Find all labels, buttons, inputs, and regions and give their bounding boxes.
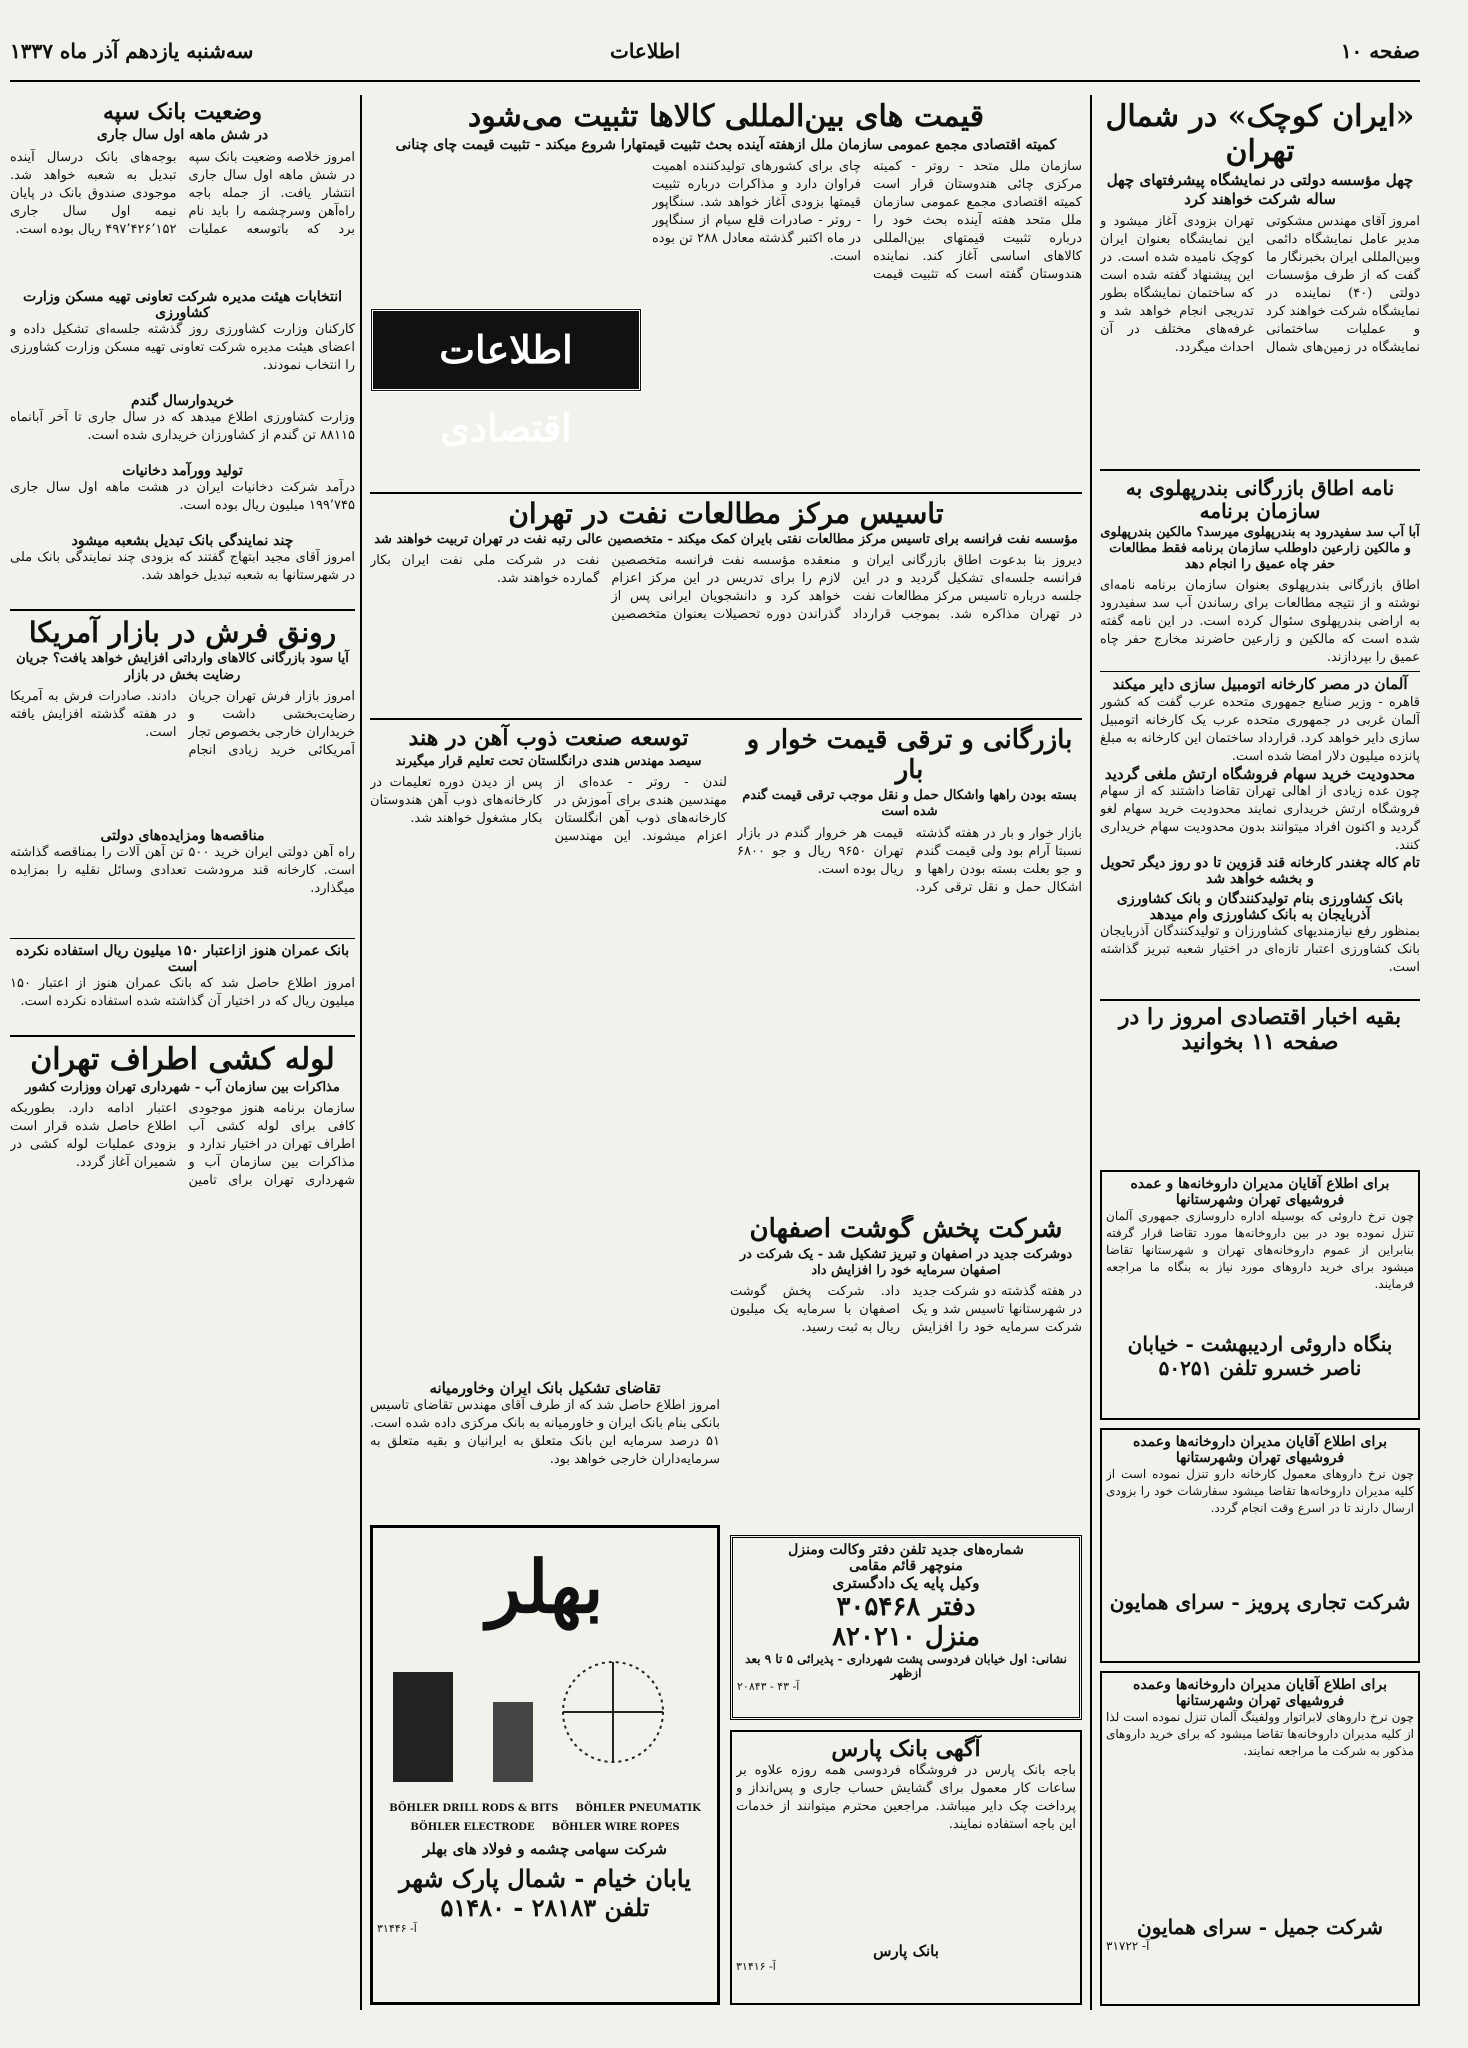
article-commodity-prices: بازار خوار و بار در هفته گذشته نسبتا آرام بود ولی قیمت گندم و جو بعلت بسته بودن راهها و اشکال حمل و نقل ترقی کرد. قیمت هر خروار گندم در بازار تهران ۹۶۵۰ ریال و جو ۶۸۰۰ ریال بوده است.: [737, 825, 1082, 895]
article-agri-bank: بمنظور رفع نیازمندیهای کشاورزان و تولیدکنندگان آذربایجان بانک کشاورزی اعتبار تازه‌ای در اختیار شعبه تبریز گذاشته است.: [1100, 924, 1420, 976]
headline-tobacco: تولید وورآمد دخانیات: [122, 463, 243, 480]
bank-pars-ad: [730, 1730, 1082, 2005]
column-rule: [1090, 95, 1092, 2010]
bohler-address: یابان خیام - شمال پارک شهر: [399, 1864, 691, 1893]
pharmacy-ad-1-title: برای اطلاع آقایان مدیران داروخانه‌ها و عمده فروشیهای تهران وشهرستانها: [1130, 1176, 1390, 1208]
subhead-bandar-pahlavi: آبا آب سد سفیدرود به بندرپهلوی میرسد؟ مالکین بندرپهلوی و مالکین زارعین داوطلب سازمان برنامه فقط مطالعات حفر چاه عمیق را انجام دهد: [1100, 524, 1420, 572]
headline-carpet-america: رونق فرش در بازار آمریکا: [28, 616, 337, 650]
bank-pars-ref: آ- ۳۱۴۱۶: [736, 1960, 776, 1973]
headline-tehran-piping: لوله کشی اطراف تهران: [30, 1042, 335, 1078]
bank-request-article: [370, 1380, 720, 1515]
bohler-brands: [377, 1796, 713, 1834]
lawyer-ad: [730, 1535, 1082, 1720]
article-sepah-bank: امروز خلاصه وضعیت بانک سپه در شش ماهه اول سال جاری انتشار یافت. از جمله باجه راه‌آهن وسرچشمه را باید نام برد که باتوسعه عملیات بوجه‌های بانک درسال آینده تبدیل به شعبه خواهد شد. موجودی صندوق بانک در پایان نیمه اول سال جاری ۴۹۷٬۴۲۶٬۱۵۲ ریال بوده است.: [10, 149, 355, 237]
article-tenders: راه آهن دولتی ایران خرید ۵۰۰ تن آهن آلات را بمناقصه گذاشته است. کارخانه قند مرودشت تعدادی وسائل نقلیه را بمزایده میگذارد.: [10, 845, 355, 897]
article-little-iran: امروز آقای مهندس مشکوتی مدیر عامل نمایشگاه دائمی وبین‌المللی ایران بخبرنگار ما گفت که از طرف مؤسسات دولتی (۴۰) نماینده در نمایشگاه شرکت خواهند کرد و عملیات ساختمانی نمایشگاه در زمین‌های شمال تهران بزودی آغاز میشود و این نمایشگاه بعنوان ایران کوچک نامیده شده است. در این پیشنهاد گفته شده است که ساختمان نمایشگاه بطور تدریجی انجام خواهد شد و غرفه‌های مختلف در آن احداث میگردد.: [1100, 213, 1420, 355]
bohler-brand-pneumatik: BÖHLER PNEUMATIK: [575, 1803, 701, 1814]
headline-intl-prices: قیمت های بین‌المللی کالاها تثبیت می‌شود: [467, 100, 985, 134]
bohler-ref: آ- ۳۱۴۴۶: [377, 1922, 417, 1935]
paper-name: اطلاعات: [610, 39, 681, 63]
subhead-india-steel: سیصد مهندس هندی درانگلستان تحت تعلیم قرار میگیرند: [395, 753, 702, 769]
headline-sepah-bank: وضعیت بانک سپه: [103, 100, 262, 125]
subhead-sepah-bank: در شش ماهه اول سال جاری: [96, 127, 269, 144]
article-india-steel: لندن - روتر - عده‌ای از مهندسین هندی برای آموزش در کارخانه‌های ذوب آهن انگلستان اعزام میشوند. این مهندسین پس از دیدن دوره تعلیمات در کارخانه‌های ذوب آهن هندوستان بکار مشغول خواهند شد.: [370, 774, 727, 844]
lawyer-office-phone: دفتر ۳۰۵۴۶۸: [836, 1592, 976, 1622]
article-iran-me-bank: امروز اطلاع حاصل شد که از طرف آقای مهندس تقاضای تاسیس بانکی بنام بانک ایران و خاورمیانه به بانک مرکزی داده شده است. ۵۱ درصد سرمایه این بانک متعلق به ایرانیان و بقیه متعلق به سرمایه‌داران خارجی خواهد بود.: [370, 1398, 720, 1468]
headline-sugar-factory: تام کاله چغندر کارخانه قند قزوین تا دو روز دیگر تحویل و بخشه خواهد شد: [1100, 854, 1420, 887]
issue-date: سه‌شنبه یازدهم آذر ماه ۱۳۳۷: [10, 39, 254, 63]
article-omran-bank: امروز اطلاع حاصل شد که بانک عمران هنوز از اعتبار ۱۵۰ میلیون ریال که در اختیار آن گذاشته شده استفاده نکرده است.: [10, 976, 355, 1010]
bank-pars-ad-body: باجه بانک پارس در فروشگاه فردوسی همه روزه علاوه بر ساعات کار معمول برای گشایش حساب جاری و پس‌انداز و پرداخت چک دایر میباشد. مراجعین محترم میتوانند از خدمات این باجه استفاده نمایند.: [736, 1763, 1076, 1832]
pharmacy-ad-2-company: شرکت تجاری پرویز - سرای همایون: [1109, 1590, 1411, 1614]
bohler-logo: بهلر: [486, 1544, 604, 1629]
pharmacy-ad-3-ref: آ- ۳۱۷۲۲: [1106, 1939, 1150, 1953]
article-tobacco: درآمد شرکت دخانیات ایران در هشت ماهه اول سال جاری ۱۹۹٬۷۴۵ میلیون ریال بوده است.: [10, 480, 355, 514]
subhead-intl-prices: کمیته اقتصادی مجمع عمومی سازمان ملل ازهفته آینده بحث تثبیت قیمتهارا شروع میکند - تثبیت قیمت چای چنانی: [395, 136, 1057, 153]
subhead-isfahan-meat: دوشرکت جدید در اصفهان و تبریز تشکیل شد - یک شرکت در اصفهان سرمایه خود را افزایش داد: [739, 1246, 1073, 1279]
headline-oil-center: تاسیس مرکز مطالعات نفت در تهران: [508, 497, 944, 530]
pharmacy-ad-2: [1100, 1428, 1420, 1663]
subhead-oil-center: مؤسسه نفت فرانسه برای تاسیس مرکز مطالعات نفتی بایران کمک میکند - متخصصین عالی رتبه نفت در تهران تربیت خواهند شد: [374, 532, 1078, 548]
pharmacy-ad-3: [1100, 1671, 1420, 2006]
headline-iran-me-bank: تقاضای تشکیل بانک ایران وخاورمیانه: [429, 1380, 661, 1397]
meat-company-article: [730, 1215, 1082, 1525]
pharmacy-ad-1: [1100, 1170, 1420, 1420]
article-housing-coop: کارکنان وزارت کشاورزی روز گذشته جلسه‌ای تشکیل داده و اعضای هیئت مدیره شرکت تعاونی تهیه مسکن وزارت کشاورزی را انتخاب نمودند.: [10, 321, 355, 373]
bohler-ad: [370, 1525, 720, 2005]
headline-little-iran: «ایران کوچک» در شمال تهران: [1105, 100, 1415, 169]
pharmacy-ad-1-company: بنگاه داروئی اردیبهشت - خیابان ناصر خسرو تلفن ۵۰۲۵۱: [1127, 1332, 1393, 1380]
pharmacy-ad-2-body: چون نرخ داروهای معمول کارخانه دارو تنزل نموده است از کلیه مدیران داروخانه‌ها تقاضا میشود سفارشات خود را بزودی ارسال دارند تا در اسرع وقت انجام گردد.: [1106, 1467, 1414, 1515]
headline-commodity-prices: بازرگانی و ترقی قیمت خوار و بار: [746, 725, 1073, 786]
pharmacy-ad-3-body: چون نرخ داروهای لابراتوار وولفینگ آلمان تنزل نموده است لذا از کلیه مدیران داروخانه‌ها تقاضا میشود که برای خرید داروهای مذکور به شرکت ما مراجعه نمایند.: [1106, 1710, 1414, 1758]
bank-pars-signature: بانک پارس: [873, 1942, 939, 1960]
subhead-carpet-america: آیا سود بازرگانی کالاهای وارداتی افزایش خواهد یافت؟ جریان رضایت بخش در بازار: [16, 651, 349, 683]
headline-omran-bank: بانک عمران هنوز ازاعتبار ۱۵۰ میلیون ریال استفاده نکرده است: [15, 943, 350, 976]
lawyer-ad-ref: آ- ۴۳ - ۲۰۸۴۳: [737, 1680, 800, 1693]
page-header: [10, 35, 1420, 82]
article-oil-center: دیروز بنا بدعوت اطاق بازرگانی ایران و فرانسه جلسه‌ای تشکیل گردید و در این جلسه درباره تاسیس مرکز مطالعات نفت در تهران مذاکره شد. بموجب قرارداد منعقده مؤسسه نفت فرانسه متخصصین لازم را برای تدریس در این مرکز اعزام خواهد کرد و دانشجویان ایرانی پس از گذراندن دوره تحصیلات بعنوان متخصصین نفت در شرکت ملی نفت ایران بکار گمارده خواهند شد.: [370, 553, 1082, 623]
lawyer-role: وکیل پایه یک دادگستری: [832, 1574, 980, 1592]
column-rule: [360, 95, 362, 2010]
headline-bank-branches: چند نمایندگی بانک تبدیل بشعبه میشود: [71, 533, 294, 550]
lawyer-ad-title: شماره‌های جدید تلفن دفتر وکالت ومنزل: [788, 1542, 1024, 1558]
article-bandar-pahlavi: اطاق بازرگانی بندرپهلوی بعنوان سازمان برنامه نامه‌ای نوشته و از نتیجه مطالعات برای رساندن آب سد سفیدرود به اراضی بندرپهلوی سئوال کرده است. در این نامه گفته شده است که مالکین و زارعین حاضرند مخارج حفر چاه عمیق را بپردازند.: [1100, 578, 1420, 666]
continued-notice: بقیه اخبار اقتصادی امروز را در صفحه ۱۱ بخوانید: [1118, 1004, 1402, 1056]
headline-bandar-pahlavi: نامه اطاق بازرگانی بندرپهلوی به سازمان برنامه: [1125, 475, 1395, 523]
bohler-company: شرکت سهامی چشمه و فولاد های بهلر: [423, 1840, 667, 1858]
left-column: [10, 100, 355, 2010]
economic-section-masthead: اطلاعات اقتصادی: [370, 308, 642, 392]
article-bank-branches: امروز آقای مجید ابتهاج گفتند که بزودی چند نمایندگی بانک ملی در شهرستانها به شعبه تبدیل خواهد شد.: [10, 550, 355, 584]
headline-isfahan-meat: شرکت پخش گوشت اصفهان: [749, 1215, 1063, 1244]
article-carpet-america: امروز بازار فرش تهران جریان رضایت‌بخشی داشت و خریداران خارجی بخصوص تجار آمریکائی خرید زیادی انجام دادند. صادرات فرش به آمریکا در هفته گذشته افزایش یافته است.: [10, 688, 355, 758]
pharmacy-ad-2-title: برای اطلاع آقایان مدیران داروخانه‌ها وعمده فروشیهای تهران وشهرستانها: [1132, 1434, 1388, 1466]
bohler-phone: تلفن ۲۸۱۸۳ - ۵۱۴۸۰: [440, 1893, 650, 1922]
article-isfahan-meat: در هفته گذشته دو شرکت جدید در شهرستانها تاسیس شد و یک شرکت سرمایه خود را افزایش داد. شرکت پخش گوشت اصفهان با سرمایه یک میلیون ریال به ثبت رسید.: [730, 1284, 1082, 1336]
right-column: [1100, 100, 1420, 1165]
headline-tenders: مناقصه‌ها ومزایده‌های دولتی: [100, 827, 265, 844]
headline-army-store: محدودیت خرید سهام فروشگاه ارتش ملغی گردید: [1104, 764, 1416, 783]
subhead-tehran-piping: مذاکرات بین سازمان آب - شهرداری تهران ووزارت کشور: [25, 1079, 340, 1095]
lawyer-home-phone: منزل ۸۲۰۲۱۰: [832, 1622, 980, 1652]
center-column: [370, 100, 1082, 1210]
headline-housing-coop: انتخابات هیئت مدیره شرکت تعاونی تهیه مسکن وزارت کشاورزی: [22, 288, 343, 321]
pharmacy-ad-3-title: برای اطلاع آقایان مدیران داروخانه‌ها وعمده فروشیهای تهران وشهرستانها: [1132, 1677, 1388, 1709]
bank-pars-ad-title: آگهی بانک پارس: [831, 1736, 981, 1762]
bohler-brand-wire: BÖHLER WIRE ROPES: [551, 1822, 680, 1833]
lawyer-address: نشانی: اول خیابان فردوسی پشت شهرداری - پذیرائی ۵ تا ۹ بعد ازظهر: [745, 1652, 1067, 1680]
article-intl-prices: سازمان ملل متحد - روتر - کمیته مرکزی چائی هندوستان قرار است کمیته اقتصادی مجمع عمومی سازمان ملل متحد هفته آینده بحث خود را درباره تثبیت قیمتهای بین‌المللی کالاهای اساسی آغاز کند. نماینده هندوستان گفته است که تثبیت قیمت چای برای کشورهای تولیدکننده اهمیت فراوان دارد و مذاکرات درباره تثبیت قیمتها بزودی آغاز خواهد شد. سنگاپور - روتر - صادرات قلع سیام از سنگاپور در ماه اکتبر گذشته معادل ۲۸۸ تن بوده است.: [652, 159, 1082, 282]
article-army-store: چون عده زیادی از اهالی تهران تقاضا داشتند که از سهام فروشگاه ارتش خریداری نمایند محدودیت خرید سهام لغو گردید و اکنون افراد میتوانند بدون محدودیت سهام خریداری کنند.: [1100, 783, 1420, 853]
headline-india-steel: توسعه صنعت ذوب آهن در هند: [408, 725, 689, 752]
subhead-commodity-prices: بسته بودن راهها واشکال حمل و نقل موجب ترقی قیمت گندم شده است: [742, 788, 1077, 820]
headline-wheat: خریدوارسال گندم: [131, 392, 234, 409]
article-tehran-piping: سازمان برنامه هنوز موجودی کافی برای لوله کشی آب اطراف تهران در اختیار ندارد و مذاکرات بین سازمان آب و شهرداری تهران برای تامین اعتبار ادامه دارد. بطوریکه اطلاع حاصل شده قرار است بزودی عملیات لوله کشی در شمیران آغاز گردد.: [10, 1100, 355, 1188]
subhead-little-iran: چهل مؤسسه دولتی در نمایشگاه پیشرفتهای چهل ساله شرکت خواهند کرد: [1106, 171, 1414, 208]
lawyer-name: منوچهر قائم مقامی: [849, 1558, 963, 1574]
headline-germany-egypt: آلمان در مصر کارخانه اتومبیل سازی دایر میکند: [1112, 675, 1408, 694]
article-germany-egypt: قاهره - وزیر صنایع جمهوری متحده عرب گفت که کشور آلمان غربی در جمهوری متحده عرب یک کارخانه اتومبیل سازی دایر خواهد کرد. قرارداد ساختمان این کارخانه به مبلغ پانزده میلیون دلار امضا شده است.: [1100, 694, 1420, 764]
pharmacy-ad-3-company: شرکت جمیل - سرای همایون: [1136, 1915, 1383, 1939]
bohler-brand-electrode: BÖHLER ELECTRODE: [410, 1822, 535, 1833]
pharmacy-ad-1-body: چون نرخ داروئی که بوسیله اداره داروسازی جمهوری آلمان تنزل نموده بود در بین داروخانه‌ها مورد تقاضا قرار گرفته بنابراین از عموم داروخانه‌های تهران و شهرستانها تقاضا میشود برای خرید داروهای مورد نیاز به بنگاه ما مراجعه فرمایند.: [1106, 1209, 1414, 1291]
headline-agri-bank: بانک کشاورزی بنام تولیدکنندگان و بانک کشاورزی آذربایجان به بانک کشاورزی وام میدهد: [1116, 890, 1404, 924]
page-number: صفحه ۱۰: [1340, 39, 1420, 63]
article-wheat: وزارت کشاورزی اطلاع میدهد که در سال جاری تا آخر آبانماه ۸۸۱۱۵ تن گندم از کشاورزان خریداری شده است.: [10, 410, 355, 444]
bohler-illustration: [383, 1642, 713, 1792]
bohler-brand-drill: BÖHLER DRILL RODS & BITS: [389, 1803, 559, 1814]
